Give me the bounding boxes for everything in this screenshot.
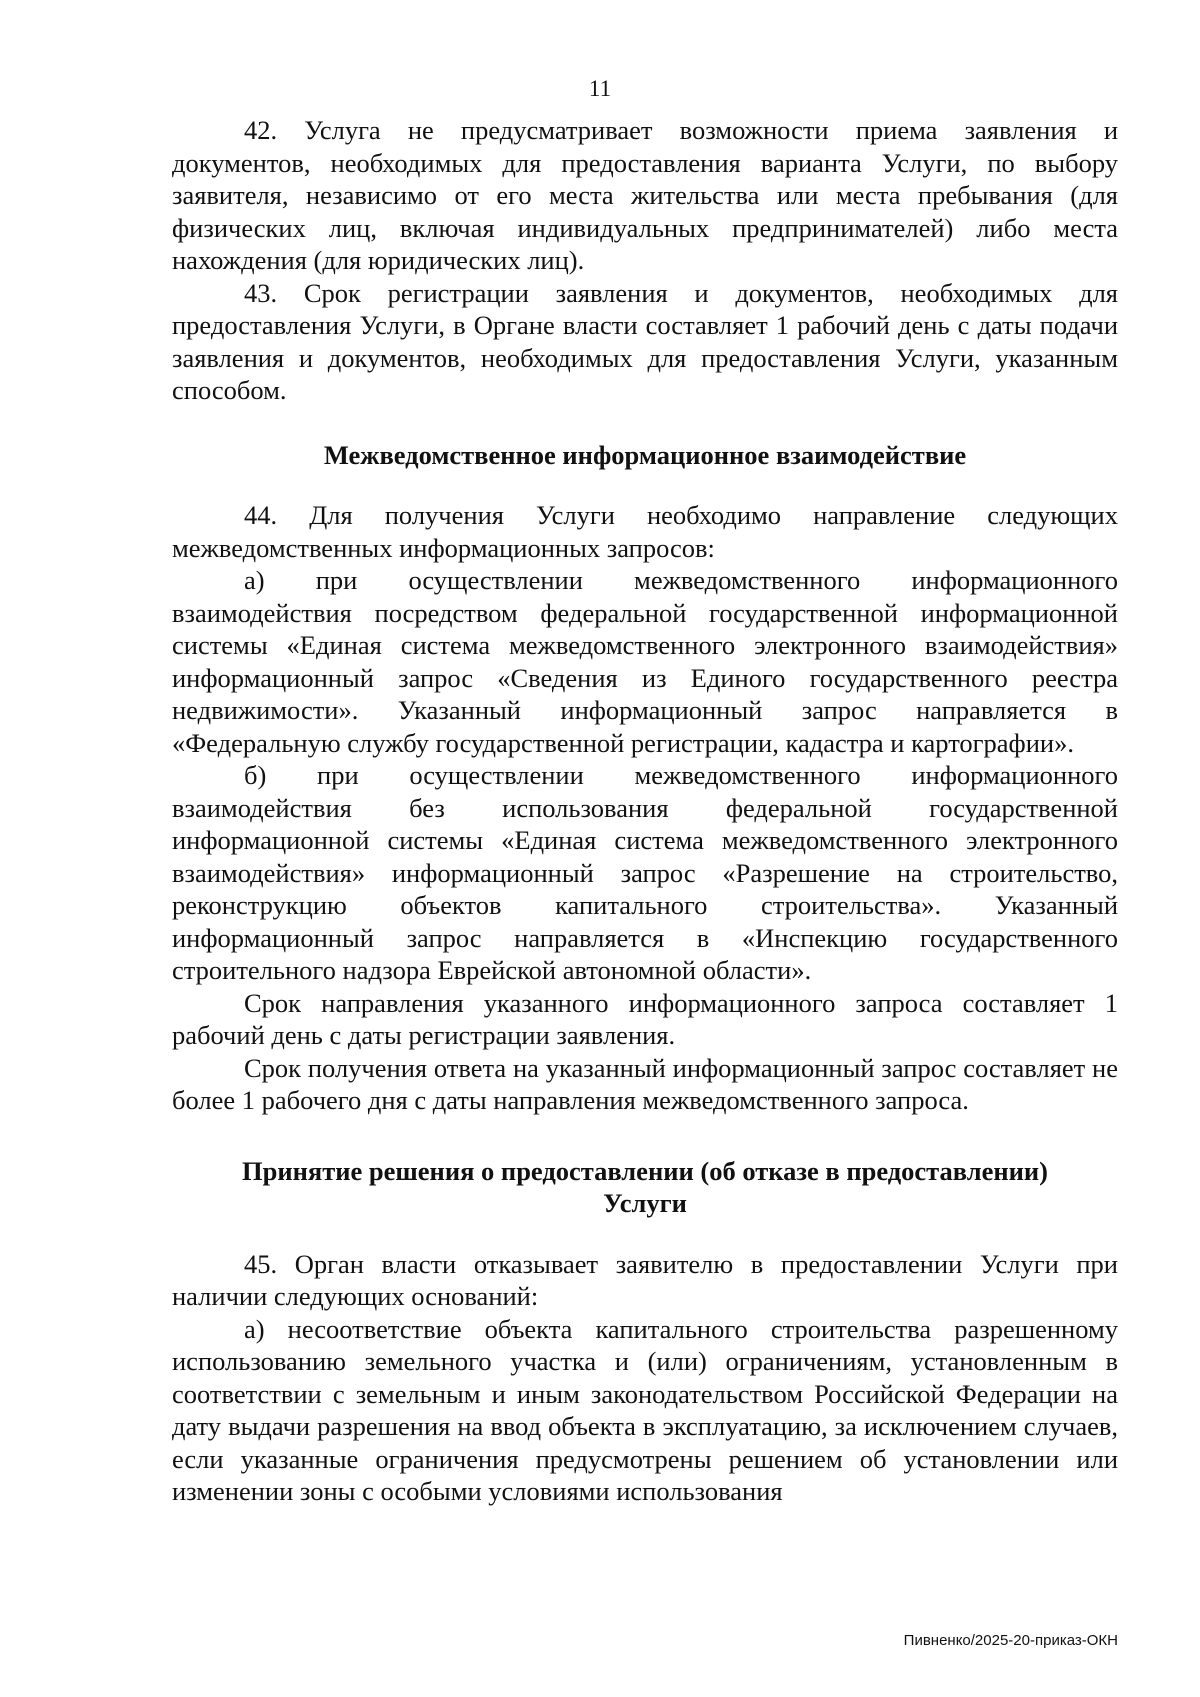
paragraph-45: 45. Орган власти отказывает заявителю в предоставлении Услуги при наличии следующих оснований: [172,1248,1118,1311]
paragraph-43: 43. Срок регистрации заявления и документов, необходимых для предоставления Услуги, в Органе власти составляет 1 рабочий день с даты подачи заявления и документов, необходимых для предоставления Услуги, указанным способом. [172,277,1118,405]
paragraph-44-request-deadline: Срок направления указанного информационного запроса составляет 1 рабочий день с даты регистрации заявления. [172,987,1118,1050]
paragraph-45-a: а) несоответствие объекта капитального строительства разрешенному использованию земельного участка и (или) ограничениям, установленным в соответствии с земельным и иным законодательством Российской Федерации на дату выдачи разрешения на ввод объекта в эксплуатацию, за исключением случаев, если указанные ограничения предусмотрены решением об установлении или изменении зоны с особыми условиями использования [172,1313,1118,1506]
document-footer-code: Пивненко/2025-20-приказ-ОКН [903,1632,1118,1649]
paragraph-44-a: а) при осуществлении межведомственного информационного взаимодействия посредством федеральной государственной информационной системы «Единая система межведомственного электронного взаимодействия» информационный запрос «Сведения из Единого государственного реестра недвижимости». Указанный информационный запрос направляется в «Федеральную службу государственной регистрации, кадастра и картографии». [172,565,1118,758]
paragraph-44-b: б) при осуществлении межведомственного информационного взаимодействия без использования федеральной государственной информационной системы «Единая система межведомственного электронного взаимодействия» информационный запрос «Разрешение на строительство, реконструкцию объектов капитального строительства». Указанный информационный запрос направляется в «Инспекцию государственного строительного надзора Еврейской автономной области». [172,760,1118,985]
paragraph-44-response-deadline: Срок получения ответа на указанный информационный запрос составляет не более 1 рабочего дня с даты направления межведомственного запроса. [172,1052,1118,1115]
section-heading-decision-line-1: Принятие решения о предоставлении (об отказе в предоставлении) [242,1155,1048,1186]
section-heading-decision [172,1155,1118,1220]
document-body [172,114,1118,1508]
section-heading-interagency: Межведомственное информационное взаимодействие [323,439,967,470]
paragraph-42: 42. Услуга не предусматривает возможности приема заявления и документов, необходимых для предоставления варианта Услуги, по выбору заявителя, независимо от его места жительства или места пребывания (для физических лиц, включая индивидуальных предпринимателей) либо места нахождения (для юридических лиц). [172,115,1118,275]
paragraph-44: 44. Для получения Услуги необходимо направление следующих межведомственных информационных запросов: [172,500,1118,563]
section-heading-decision-line-2: Услуги [603,1188,687,1218]
page-number: 11 [588,76,612,101]
